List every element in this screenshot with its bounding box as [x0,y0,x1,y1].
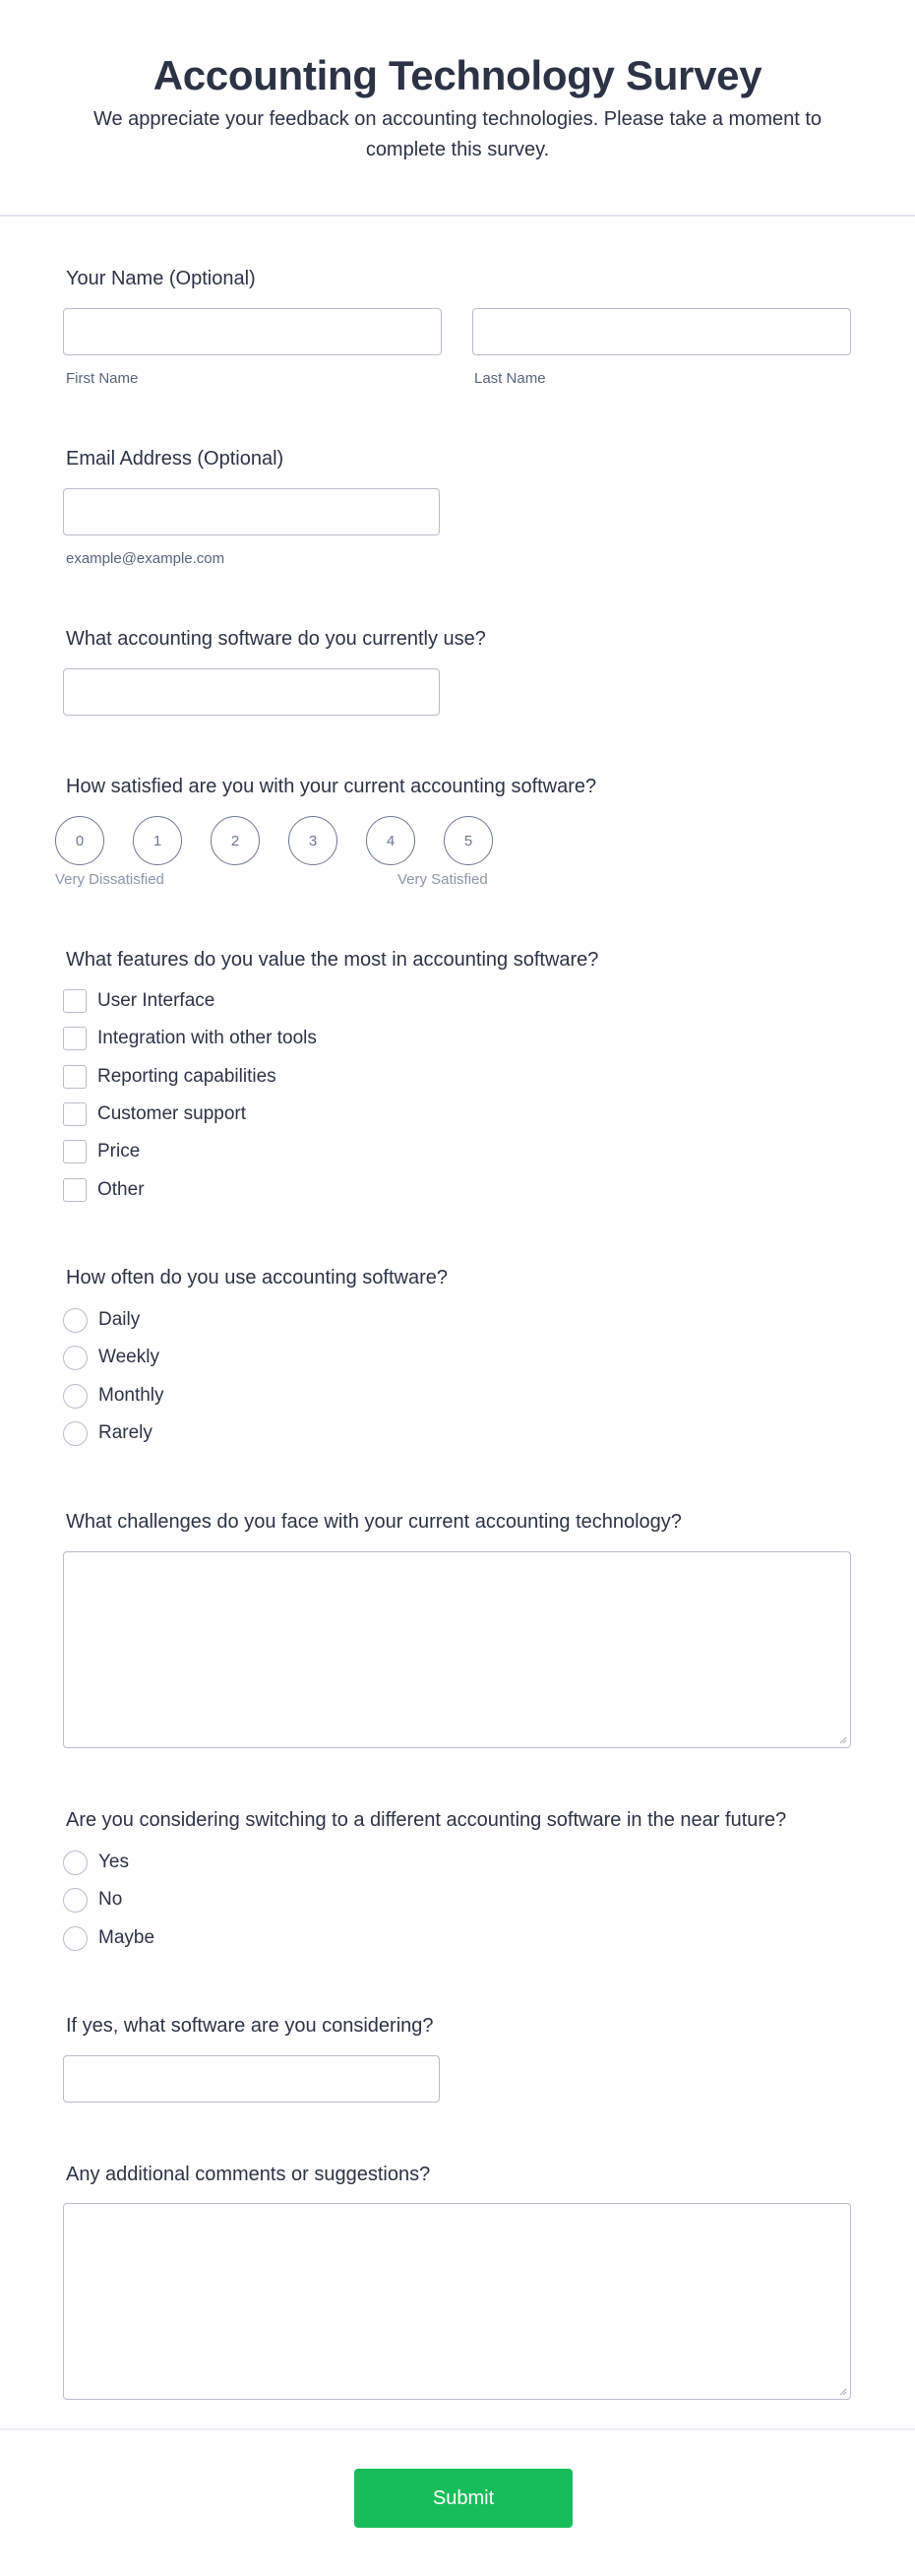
scale-option-3[interactable]: 3 [288,816,337,865]
first-name-input[interactable] [63,308,442,355]
scale-option-0[interactable]: 0 [55,816,104,865]
challenges-label: What challenges do you face with your current accounting technology? [66,1511,682,1533]
scale-option-1[interactable]: 1 [133,816,182,865]
feature-option-user-interface[interactable] [63,988,214,1014]
scale-min-caption: Very Dissatisfied [55,871,164,888]
switching-label: Are you considering switching to a different accounting software in the near future? [66,1809,787,1831]
option-label: Price [97,1141,141,1162]
form-header [0,0,915,217]
submit-button[interactable]: Submit [354,2469,573,2528]
frequency-option-daily[interactable] [63,1307,140,1333]
last-name-sublabel: Last Name [474,370,546,387]
resize-handle-icon[interactable] [837,1734,847,1744]
switching-option-maybe[interactable] [63,1925,154,1951]
option-label: Yes [98,1852,129,1872]
page-title: Accounting Technology Survey [152,52,762,98]
comments-label: Any additional comments or suggestions? [66,2164,431,2185]
considering-label: If yes, what software are you considering? [66,2015,434,2037]
feature-option-reporting[interactable] [63,1064,276,1090]
last-name-input[interactable] [472,308,851,355]
checkbox[interactable] [63,1065,87,1089]
footer-divider [0,2428,915,2430]
radio[interactable] [63,1308,88,1333]
feature-option-price[interactable] [63,1139,140,1164]
option-label: No [98,1889,123,1910]
considering-input[interactable] [63,2055,440,2103]
frequency-option-weekly[interactable] [63,1345,159,1370]
option-label: Weekly [98,1347,159,1367]
frequency-label: How often do you use accounting software? [66,1267,449,1288]
frequency-option-monthly[interactable] [63,1383,164,1409]
option-label: Other [97,1179,145,1200]
feature-option-customer-support[interactable] [63,1101,246,1127]
option-label: Reporting capabilities [97,1066,276,1087]
switching-option-yes[interactable] [63,1850,129,1875]
radio[interactable] [63,1851,88,1875]
email-label: Email Address (Optional) [66,448,284,470]
name-label: Your Name (Optional) [66,268,256,289]
checkbox[interactable] [63,1178,87,1202]
checkbox[interactable] [63,1027,87,1050]
resize-handle-icon[interactable] [837,2386,847,2396]
checkbox[interactable] [63,1102,87,1126]
radio[interactable] [63,1384,88,1409]
scale-option-4[interactable]: 4 [366,816,415,865]
email-sublabel: example@example.com [66,550,225,567]
option-label: User Interface [97,990,215,1011]
checkbox[interactable] [63,989,87,1013]
scale-max-caption: Very Satisfied [397,871,488,888]
feature-option-other[interactable] [63,1177,145,1203]
scale-option-2[interactable]: 2 [211,816,260,865]
radio[interactable] [63,1926,88,1951]
scale-option-5[interactable]: 5 [444,816,493,865]
current-software-label: What accounting software do you currently use? [66,628,486,650]
challenges-textarea[interactable] [63,1551,851,1748]
option-label: Integration with other tools [97,1028,317,1048]
page-subtitle: We appreciate your feedback on accounting technologies. Please take a moment to complete this survey. [92,108,823,160]
frequency-option-rarely[interactable] [63,1420,152,1446]
email-input[interactable] [63,488,440,535]
option-label: Customer support [97,1103,247,1124]
radio[interactable] [63,1888,88,1913]
current-software-input[interactable] [63,668,440,716]
radio[interactable] [63,1421,88,1446]
satisfaction-label: How satisfied are you with your current accounting software? [66,776,597,797]
comments-textarea[interactable] [63,2203,851,2400]
option-label: Maybe [98,1927,155,1948]
checkbox[interactable] [63,1140,87,1163]
option-label: Rarely [98,1422,152,1443]
feature-option-integration[interactable] [63,1026,317,1051]
switching-option-no[interactable] [63,1887,122,1913]
features-label: What features do you value the most in accounting software? [66,949,599,971]
option-label: Monthly [98,1385,164,1406]
first-name-sublabel: First Name [66,370,139,387]
option-label: Daily [98,1309,141,1330]
radio[interactable] [63,1346,88,1370]
